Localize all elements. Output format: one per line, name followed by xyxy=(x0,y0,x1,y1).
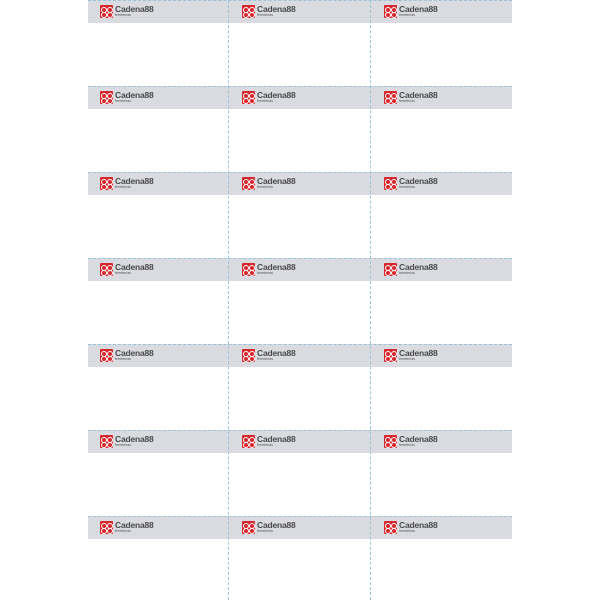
label-row xyxy=(88,0,512,86)
logo-name: Cadena88 xyxy=(257,90,296,100)
cadena88-logo xyxy=(242,349,296,363)
logo-name: Cadena88 xyxy=(115,176,154,186)
cadena88-logo-icon xyxy=(100,349,113,362)
cadena88-logo-icon xyxy=(100,177,113,190)
label-cell xyxy=(88,172,229,194)
logo-name: Cadena88 xyxy=(399,520,438,530)
cadena88-logo xyxy=(384,5,438,19)
logo-name: Cadena88 xyxy=(257,4,296,14)
logo-subtitle: ferreterías xyxy=(257,13,273,17)
label-cell xyxy=(372,516,513,538)
cadena88-logo-icon xyxy=(100,91,113,104)
cadena88-logo xyxy=(384,263,438,277)
cut-line-vertical xyxy=(370,0,371,600)
logo-name: Cadena88 xyxy=(257,176,296,186)
logo-subtitle: ferreterías xyxy=(115,99,131,103)
logo-subtitle: ferreterías xyxy=(115,529,131,533)
cadena88-logo xyxy=(384,521,438,535)
cadena88-logo xyxy=(242,91,296,105)
logo-subtitle: ferreterías xyxy=(115,357,131,361)
label-cell xyxy=(230,258,371,280)
logo-subtitle: ferreterías xyxy=(399,357,415,361)
cadena88-logo xyxy=(100,177,154,191)
cadena88-logo xyxy=(100,435,154,449)
label-row xyxy=(88,344,512,430)
cadena88-logo xyxy=(384,177,438,191)
logo-name: Cadena88 xyxy=(115,348,154,358)
label-cell xyxy=(230,344,371,366)
cut-line-vertical xyxy=(228,0,229,600)
cadena88-logo xyxy=(242,263,296,277)
label-cell xyxy=(88,430,229,452)
label-cell xyxy=(372,0,513,22)
logo-subtitle: ferreterías xyxy=(399,13,415,17)
logo-name: Cadena88 xyxy=(257,348,296,358)
logo-name: Cadena88 xyxy=(115,520,154,530)
logo-subtitle: ferreterías xyxy=(399,529,415,533)
label-cell xyxy=(372,86,513,108)
cadena88-logo xyxy=(384,349,438,363)
logo-subtitle: ferreterías xyxy=(399,271,415,275)
logo-subtitle: ferreterías xyxy=(115,443,131,447)
cadena88-logo-icon xyxy=(100,521,113,534)
label-cell xyxy=(230,516,371,538)
label-cell xyxy=(372,344,513,366)
logo-name: Cadena88 xyxy=(115,434,154,444)
cadena88-logo-icon xyxy=(242,5,255,18)
label-row xyxy=(88,172,512,258)
cadena88-logo xyxy=(100,521,154,535)
cadena88-logo-icon xyxy=(242,263,255,276)
cadena88-logo-icon xyxy=(384,5,397,18)
logo-subtitle: ferreterías xyxy=(115,185,131,189)
cadena88-logo-icon xyxy=(242,177,255,190)
cadena88-logo xyxy=(100,349,154,363)
logo-subtitle: ferreterías xyxy=(115,13,131,17)
label-cell xyxy=(230,0,371,22)
label-cell xyxy=(88,258,229,280)
cadena88-logo-icon xyxy=(242,91,255,104)
logo-name: Cadena88 xyxy=(399,176,438,186)
label-cell xyxy=(230,430,371,452)
logo-subtitle: ferreterías xyxy=(399,99,415,103)
label-cell xyxy=(88,0,229,22)
cadena88-logo-icon xyxy=(384,263,397,276)
cadena88-logo xyxy=(384,91,438,105)
logo-subtitle: ferreterías xyxy=(257,185,273,189)
label-row xyxy=(88,516,512,600)
cadena88-logo xyxy=(100,263,154,277)
label-cell xyxy=(88,86,229,108)
label-sheet xyxy=(88,0,512,600)
cadena88-logo-icon xyxy=(100,263,113,276)
logo-subtitle: ferreterías xyxy=(257,271,273,275)
logo-subtitle: ferreterías xyxy=(399,185,415,189)
logo-name: Cadena88 xyxy=(257,262,296,272)
cadena88-logo xyxy=(100,5,154,19)
logo-name: Cadena88 xyxy=(257,434,296,444)
label-cell xyxy=(88,516,229,538)
cadena88-logo-icon xyxy=(384,177,397,190)
logo-subtitle: ferreterías xyxy=(257,443,273,447)
cadena88-logo-icon xyxy=(100,435,113,448)
label-row xyxy=(88,430,512,516)
logo-name: Cadena88 xyxy=(399,348,438,358)
cadena88-logo xyxy=(242,5,296,19)
label-cell xyxy=(372,172,513,194)
cadena88-logo-icon xyxy=(100,5,113,18)
label-cell xyxy=(230,172,371,194)
label-row xyxy=(88,86,512,172)
label-cell xyxy=(88,344,229,366)
logo-name: Cadena88 xyxy=(115,4,154,14)
cadena88-logo xyxy=(242,521,296,535)
label-cell xyxy=(372,258,513,280)
label-cell xyxy=(230,86,371,108)
logo-subtitle: ferreterías xyxy=(399,443,415,447)
cadena88-logo-icon xyxy=(242,521,255,534)
logo-name: Cadena88 xyxy=(257,520,296,530)
cadena88-logo xyxy=(242,435,296,449)
cadena88-logo xyxy=(100,91,154,105)
cadena88-logo-icon xyxy=(384,349,397,362)
label-row xyxy=(88,258,512,344)
logo-name: Cadena88 xyxy=(115,90,154,100)
logo-name: Cadena88 xyxy=(115,262,154,272)
logo-subtitle: ferreterías xyxy=(257,529,273,533)
cadena88-logo-icon xyxy=(242,435,255,448)
logo-subtitle: ferreterías xyxy=(257,99,273,103)
logo-subtitle: ferreterías xyxy=(257,357,273,361)
logo-subtitle: ferreterías xyxy=(115,271,131,275)
cadena88-logo-icon xyxy=(384,435,397,448)
cadena88-logo-icon xyxy=(384,521,397,534)
cadena88-logo-icon xyxy=(242,349,255,362)
label-cell xyxy=(372,430,513,452)
logo-name: Cadena88 xyxy=(399,90,438,100)
logo-name: Cadena88 xyxy=(399,4,438,14)
logo-name: Cadena88 xyxy=(399,434,438,444)
cadena88-logo-icon xyxy=(384,91,397,104)
cadena88-logo xyxy=(242,177,296,191)
logo-name: Cadena88 xyxy=(399,262,438,272)
cadena88-logo xyxy=(384,435,438,449)
